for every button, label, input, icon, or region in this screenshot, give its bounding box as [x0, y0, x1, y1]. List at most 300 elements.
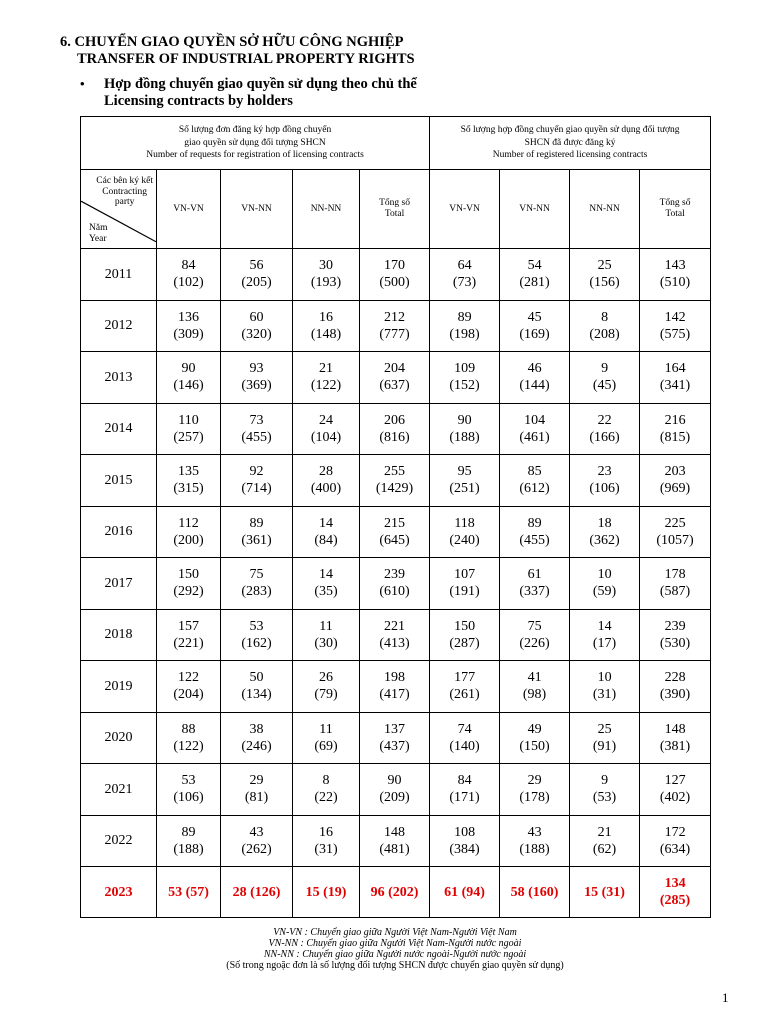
value-objects: (637) — [379, 378, 410, 394]
value-count: 90 — [181, 361, 196, 377]
table-row — [81, 249, 711, 301]
year-cell: 2017 — [81, 558, 157, 610]
value-cell — [360, 558, 430, 610]
value-cell — [570, 867, 640, 918]
value-objects: (208) — [589, 326, 620, 342]
value-cell — [221, 558, 293, 610]
value-count: 93 — [249, 361, 264, 377]
value-objects: (178) — [519, 790, 550, 806]
value-count: 25 — [597, 258, 612, 274]
value-objects: (309) — [173, 326, 204, 342]
value-cell — [430, 352, 500, 404]
group-registered-line3: Number of registered licensing contracts — [492, 150, 648, 161]
value-count: 41 — [527, 670, 542, 686]
value-cell — [570, 764, 640, 816]
value-count: 14 — [319, 567, 333, 583]
value-cell — [570, 609, 640, 661]
value-objects: (251) — [449, 481, 480, 497]
value-objects: (35) — [314, 584, 338, 600]
subsection-heading-en: Licensing contracts by holders — [104, 93, 293, 109]
value-count: 11 — [319, 618, 333, 634]
bullet-icon: • — [80, 76, 85, 91]
value-cell — [157, 403, 221, 455]
year-cell: 2019 — [81, 661, 157, 713]
value-objects: (205) — [241, 275, 272, 291]
value-count: 85 — [527, 464, 542, 480]
corner-party-vn: Các bên ký kết — [96, 176, 153, 186]
value-objects: (261) — [449, 687, 480, 703]
value-count: 9 — [601, 773, 609, 789]
value-cell — [640, 815, 711, 867]
value-cell — [293, 815, 360, 867]
value-objects: (200) — [173, 532, 204, 548]
value-cell — [430, 764, 500, 816]
value-count: 206 — [384, 412, 406, 428]
value-cell — [157, 712, 221, 764]
value-cell — [500, 506, 570, 558]
value-objects: (285) — [659, 893, 691, 908]
value-objects: (437) — [379, 738, 410, 754]
table-row — [81, 403, 711, 455]
table-row — [81, 815, 711, 867]
subsection-heading — [80, 75, 417, 110]
note-vnnn: VN-NN : Chuyển giao giữa Người Việt Nam-Người nước ngoài — [268, 938, 522, 949]
value-objects: (73) — [452, 275, 477, 291]
value-cell — [221, 352, 293, 404]
value-cell — [360, 815, 430, 867]
value-cell — [430, 609, 500, 661]
corner-year-vn: Năm — [89, 223, 108, 233]
col-header-vnnn-requests: VN-NN — [221, 170, 293, 249]
value-objects: (162) — [241, 635, 272, 651]
value-objects: (281) — [519, 275, 550, 291]
value-objects: (610) — [379, 584, 410, 600]
value-objects: (19) — [323, 884, 347, 900]
value-cell — [293, 352, 360, 404]
value-count: 14 — [319, 515, 333, 531]
value-count: 148 — [384, 824, 406, 840]
value-objects: (134) — [241, 687, 272, 703]
value-cell — [500, 352, 570, 404]
value-objects: (714) — [241, 481, 272, 497]
value-count: 15 — [584, 884, 599, 900]
value-count: 142 — [664, 309, 686, 325]
value-cell — [570, 815, 640, 867]
value-cell — [221, 609, 293, 661]
value-cell — [640, 661, 711, 713]
value-cell — [430, 712, 500, 764]
value-cell — [293, 712, 360, 764]
value-count: 45 — [527, 309, 542, 325]
value-count: 164 — [664, 361, 686, 377]
value-count: 74 — [457, 721, 472, 737]
value-count: 122 — [178, 670, 199, 686]
value-cell — [360, 249, 430, 301]
value-objects: (122) — [173, 738, 204, 754]
value-count: 228 — [664, 670, 686, 686]
col-total-en: Total — [665, 209, 685, 219]
value-cell — [157, 558, 221, 610]
year-cell: 2013 — [81, 352, 157, 404]
value-count: 84 — [181, 258, 196, 274]
value-count: 109 — [454, 361, 476, 377]
value-count: 150 — [454, 618, 476, 634]
group-header-requests — [81, 117, 430, 170]
value-cell — [157, 249, 221, 301]
value-cell — [221, 661, 293, 713]
value-objects: (575) — [659, 326, 691, 342]
group-requests-line2: giao quyền sử dụng đối tượng SHCN — [184, 137, 326, 148]
value-objects: (612) — [519, 481, 550, 497]
value-objects: (30) — [314, 635, 338, 651]
value-count: 56 — [249, 258, 264, 274]
year-cell: 2020 — [81, 712, 157, 764]
value-count: 16 — [319, 309, 333, 325]
group-requests-line3: Number of requests for registration of licensing contracts — [146, 150, 364, 161]
value-cell — [293, 558, 360, 610]
value-objects: (257) — [173, 429, 204, 445]
value-objects: (587) — [659, 584, 691, 600]
value-cell — [360, 661, 430, 713]
section-heading-vn: 6. CHUYỂN GIAO QUYỀN SỞ HỮU CÔNG NGHIỆP — [60, 34, 404, 50]
value-objects: (144) — [519, 378, 550, 394]
value-cell — [293, 249, 360, 301]
value-count: 50 — [249, 670, 264, 686]
value-cell — [221, 249, 293, 301]
value-count: 28 — [319, 464, 333, 480]
col-total-vn: Tổng số — [659, 198, 691, 208]
value-cell — [570, 352, 640, 404]
value-cell — [640, 558, 711, 610]
value-objects: (122) — [310, 378, 342, 394]
value-count: 108 — [454, 824, 476, 840]
value-cell — [221, 764, 293, 816]
value-objects: (94) — [461, 884, 485, 900]
value-cell — [157, 352, 221, 404]
value-objects: (221) — [173, 635, 204, 651]
value-count: 49 — [527, 721, 542, 737]
value-count: 8 — [322, 773, 330, 789]
value-objects: (815) — [659, 429, 691, 445]
value-count: 46 — [527, 361, 542, 377]
col-header-vnvn-requests: VN-VN — [157, 170, 221, 249]
value-count: 9 — [601, 361, 609, 377]
value-count: 112 — [178, 515, 199, 531]
value-cell — [293, 764, 360, 816]
value-count: 90 — [387, 773, 402, 789]
col-header-vnnn-registered: VN-NN — [500, 170, 570, 249]
value-cell — [430, 661, 500, 713]
col-header-vnvn-registered: VN-VN — [430, 170, 500, 249]
value-count: 24 — [319, 412, 333, 428]
year-cell: 2021 — [81, 764, 157, 816]
footnotes — [80, 927, 710, 971]
value-count: 150 — [178, 567, 199, 583]
value-objects: (204) — [173, 687, 204, 703]
table-row — [81, 867, 711, 918]
value-objects: (816) — [379, 429, 410, 445]
value-objects: (191) — [449, 584, 480, 600]
value-objects: (148) — [310, 326, 342, 342]
value-cell — [640, 455, 711, 507]
value-objects: (188) — [173, 841, 204, 857]
value-objects: (31) — [592, 687, 617, 703]
value-count: 198 — [384, 670, 406, 686]
value-count: 64 — [457, 258, 472, 274]
value-objects: (337) — [519, 584, 550, 600]
note-vnvn: VN-VN : Chuyển giao giữa Người Việt Nam-Người Việt Nam — [273, 927, 517, 938]
value-cell — [430, 867, 500, 918]
value-cell — [293, 661, 360, 713]
value-count: 30 — [319, 258, 333, 274]
group-registered-line2: SHCN đã được đăng ký — [524, 137, 616, 148]
value-count: 137 — [384, 721, 406, 737]
value-objects: (45) — [592, 378, 617, 394]
value-count: 89 — [181, 824, 196, 840]
value-objects: (402) — [659, 790, 691, 806]
value-objects: (287) — [449, 635, 480, 651]
value-cell — [640, 609, 711, 661]
value-cell — [430, 455, 500, 507]
table-row — [81, 455, 711, 507]
value-objects: (315) — [173, 481, 204, 497]
value-count: 21 — [597, 824, 612, 840]
value-objects: (240) — [449, 532, 480, 548]
value-cell — [360, 455, 430, 507]
value-cell — [430, 815, 500, 867]
value-objects: (413) — [379, 635, 410, 651]
value-count: 11 — [319, 721, 333, 737]
value-objects: (530) — [659, 635, 691, 651]
value-objects: (209) — [379, 790, 410, 806]
value-cell — [221, 506, 293, 558]
corner-party-label — [96, 176, 153, 208]
value-objects: (634) — [659, 841, 691, 857]
value-cell — [157, 867, 221, 918]
value-objects: (53) — [592, 790, 617, 806]
value-objects: (320) — [241, 326, 272, 342]
year-cell: 2016 — [81, 506, 157, 558]
value-count: 8 — [601, 309, 609, 325]
value-cell — [640, 764, 711, 816]
value-count: 53 — [249, 618, 264, 634]
value-cell — [157, 455, 221, 507]
value-count: 204 — [384, 361, 406, 377]
value-cell — [293, 455, 360, 507]
value-count: 89 — [249, 515, 264, 531]
corner-year-label — [89, 223, 107, 244]
value-cell — [500, 300, 570, 352]
value-objects: (59) — [592, 584, 617, 600]
value-count: 22 — [597, 412, 612, 428]
value-cell — [500, 712, 570, 764]
value-count: 127 — [664, 773, 686, 789]
value-cell — [293, 609, 360, 661]
value-cell — [221, 712, 293, 764]
value-objects: (81) — [244, 790, 269, 806]
value-count: 212 — [384, 309, 406, 325]
value-cell — [360, 506, 430, 558]
value-cell — [293, 300, 360, 352]
value-objects: (146) — [173, 378, 204, 394]
group-registered-line1: Số lượng hợp đồng chuyển giao quyền sử dụng đối tượng — [460, 125, 680, 136]
value-count: 61 — [527, 567, 542, 583]
year-cell: 2012 — [81, 300, 157, 352]
value-objects: (31) — [314, 841, 338, 857]
value-count: 215 — [384, 515, 406, 531]
value-count: 92 — [249, 464, 264, 480]
value-cell — [360, 764, 430, 816]
value-cell — [221, 455, 293, 507]
value-objects: (292) — [173, 584, 204, 600]
value-cell — [500, 455, 570, 507]
value-cell — [500, 867, 570, 918]
value-count: 26 — [319, 670, 333, 686]
value-count: 178 — [664, 567, 686, 583]
value-count: 16 — [319, 824, 333, 840]
value-objects: (150) — [519, 738, 550, 754]
value-objects: (104) — [310, 429, 342, 445]
value-objects: (500) — [379, 275, 410, 291]
value-count: 10 — [597, 670, 612, 686]
value-count: 73 — [249, 412, 264, 428]
value-count: 18 — [597, 515, 612, 531]
note-parentheses: (Số trong ngoặc đơn là số lượng đối tượng SHCN được chuyển giao quyền sử dụng) — [226, 960, 564, 971]
value-objects: (455) — [241, 429, 272, 445]
value-objects: (645) — [379, 532, 410, 548]
value-cell — [640, 249, 711, 301]
value-count: 15 — [305, 884, 320, 900]
value-count: 10 — [597, 567, 612, 583]
value-cell — [157, 661, 221, 713]
value-objects: (400) — [310, 481, 342, 497]
value-count: 14 — [597, 618, 612, 634]
value-objects: (390) — [659, 687, 691, 703]
value-objects: (160) — [528, 884, 559, 900]
value-count: 170 — [384, 258, 406, 274]
value-cell — [157, 506, 221, 558]
value-objects: (381) — [659, 738, 691, 754]
value-cell — [360, 712, 430, 764]
value-cell — [221, 300, 293, 352]
table-row — [81, 764, 711, 816]
table-row — [81, 558, 711, 610]
value-objects: (198) — [449, 326, 480, 342]
group-requests-line1: Số lượng đơn đăng ký hợp đồng chuyển — [178, 125, 332, 136]
year-cell: 2015 — [81, 455, 157, 507]
value-cell — [221, 867, 293, 918]
value-cell — [500, 609, 570, 661]
value-count: 89 — [457, 309, 472, 325]
value-cell — [430, 403, 500, 455]
col-total-en: Total — [384, 209, 405, 219]
value-cell — [360, 352, 430, 404]
value-count: 53 — [168, 884, 183, 900]
value-count: 110 — [178, 412, 199, 428]
corner-year-en: Year — [89, 233, 107, 244]
value-cell — [157, 300, 221, 352]
value-count: 23 — [597, 464, 612, 480]
value-cell — [500, 661, 570, 713]
value-objects: (283) — [241, 584, 272, 600]
value-cell — [430, 249, 500, 301]
value-cell — [360, 867, 430, 918]
value-objects: (69) — [314, 738, 338, 754]
value-cell — [157, 609, 221, 661]
value-objects: (140) — [449, 738, 480, 754]
year-cell: 2011 — [81, 249, 157, 301]
value-count: 29 — [249, 773, 264, 789]
value-count: 84 — [457, 773, 472, 789]
value-objects: (62) — [592, 841, 617, 857]
value-count: 43 — [249, 824, 264, 840]
note-nnnn: NN-NN : Chuyển giao giữa Người nước ngoài-Người nước ngoài — [263, 949, 527, 960]
value-objects: (171) — [449, 790, 480, 806]
table-row — [81, 506, 711, 558]
value-cell — [570, 558, 640, 610]
col-header-total-requests — [360, 170, 430, 249]
value-cell — [500, 558, 570, 610]
table-body — [81, 249, 711, 918]
value-count: 96 — [370, 884, 385, 900]
value-objects: (166) — [589, 429, 620, 445]
value-objects: (246) — [241, 738, 272, 754]
value-count: 90 — [457, 412, 472, 428]
value-count: 107 — [454, 567, 476, 583]
value-objects: (226) — [519, 635, 550, 651]
corner-header-cell — [81, 170, 157, 249]
value-cell — [221, 403, 293, 455]
value-cell — [640, 403, 711, 455]
value-cell — [221, 815, 293, 867]
value-count: 60 — [249, 309, 264, 325]
value-cell — [570, 403, 640, 455]
value-count: 25 — [597, 721, 612, 737]
year-cell: 2023 — [81, 867, 157, 918]
value-count: 29 — [527, 773, 542, 789]
value-cell — [640, 867, 711, 918]
value-objects: (91) — [592, 738, 617, 754]
col-total-vn: Tổng số — [379, 198, 410, 208]
value-cell — [293, 403, 360, 455]
value-cell — [500, 815, 570, 867]
value-count: 38 — [249, 721, 264, 737]
value-count: 136 — [178, 309, 199, 325]
value-cell — [640, 352, 711, 404]
value-count: 135 — [178, 464, 199, 480]
value-objects: (341) — [659, 378, 691, 394]
value-objects: (777) — [379, 326, 410, 342]
table-row — [81, 661, 711, 713]
table-row — [81, 300, 711, 352]
value-objects: (152) — [449, 378, 480, 394]
value-objects: (188) — [519, 841, 550, 857]
value-count: 95 — [457, 464, 472, 480]
value-objects: (102) — [173, 275, 204, 291]
table-row — [81, 712, 711, 764]
value-objects: (369) — [241, 378, 272, 394]
year-cell: 2014 — [81, 403, 157, 455]
value-count: 157 — [178, 618, 199, 634]
value-count: 216 — [664, 412, 686, 428]
value-objects: (84) — [314, 532, 338, 548]
value-count: 225 — [664, 515, 686, 531]
value-objects: (461) — [519, 429, 550, 445]
value-cell — [500, 764, 570, 816]
value-objects: (188) — [449, 429, 480, 445]
group-header-row — [81, 117, 711, 170]
table-row — [81, 352, 711, 404]
